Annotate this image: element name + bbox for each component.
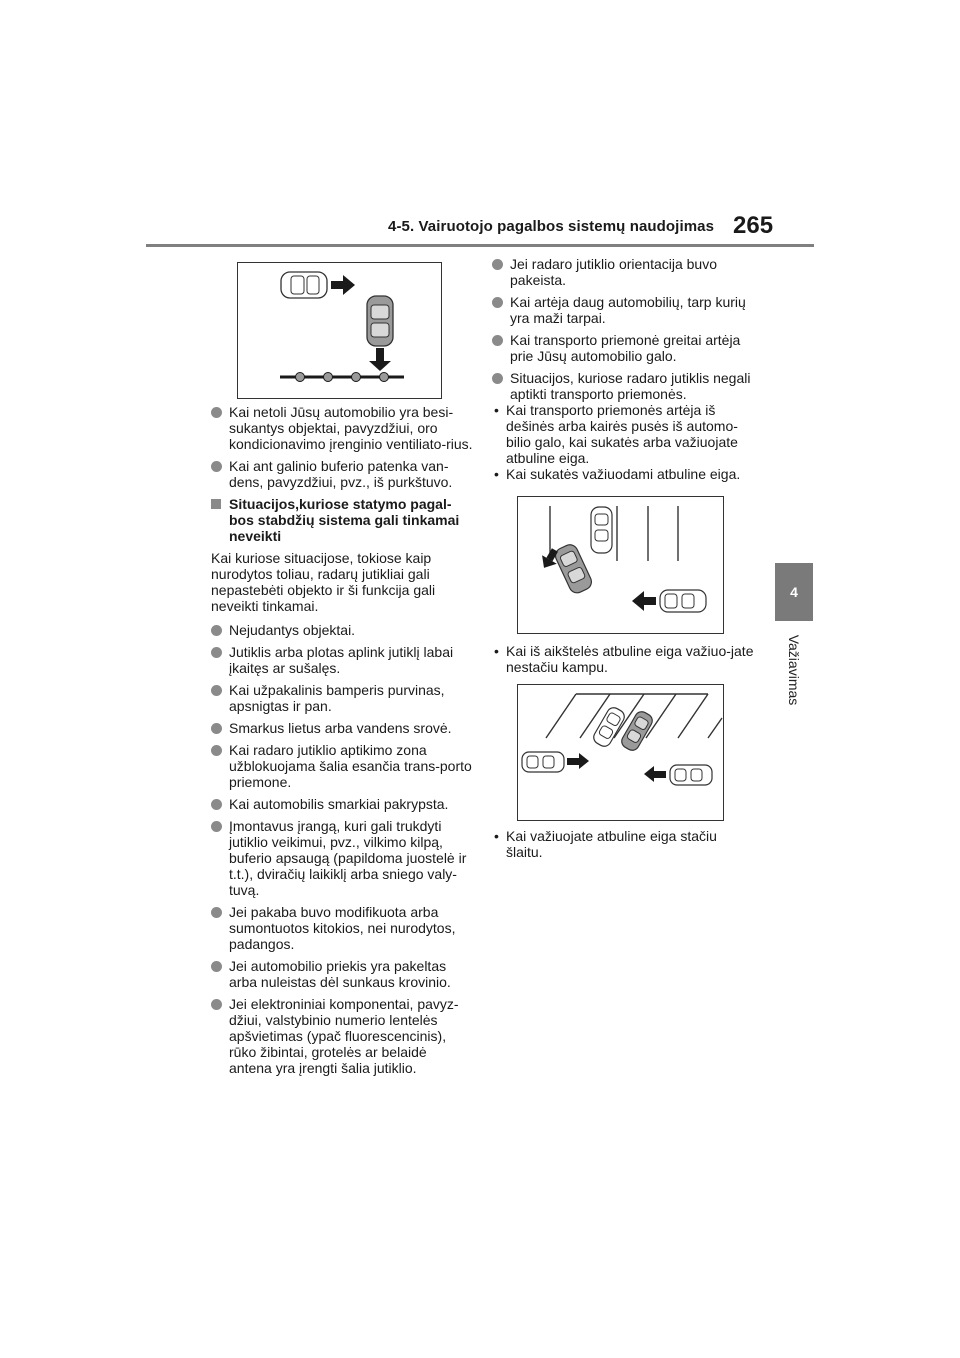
list-item-text: Kai automobilis smarkiai pakrypsta. xyxy=(229,796,449,812)
list-item-text: Nejudantys objektai. xyxy=(229,622,356,638)
sub-bullet-icon: • xyxy=(494,466,499,482)
bullet-icon xyxy=(211,723,222,734)
sub-list-item: • Kai transporto priemonės artėja iš dešinės arba kairės pusės iš automo-bilio galo, kai sukatės arba važiuojate atbuline eiga. xyxy=(494,402,738,466)
sub-list-item: • Kai važiuojate atbuline eiga stačiu šlaitu. xyxy=(494,828,717,860)
bullet-icon xyxy=(211,821,222,832)
bullet-icon xyxy=(211,907,222,918)
list-item-text: Kai ant galinio buferio patenka van-dens, pavyzdžiui, pvz., iš purkštuvo. xyxy=(229,458,453,490)
sub-list xyxy=(492,643,754,675)
list-item xyxy=(211,996,473,1076)
list-item-text: Įmontavus įrangą, kuri gali trukdyti jutiklio veikimui, pvz., vilkimo kilpą, buferio apsaugą (papildoma juostelė ir t.t.), dviračių laikiklį arba sniego valy-tuvą. xyxy=(229,818,467,898)
list-item xyxy=(211,458,473,490)
list-item xyxy=(211,404,473,452)
list-item xyxy=(211,958,473,990)
list-item xyxy=(211,720,473,736)
bullet-icon xyxy=(211,625,222,636)
page-number: 265 xyxy=(733,212,774,239)
list-item-text: Jei elektroniniai komponentai, pavyz-džiui, valstybinio numerio lentelės apšvietimas (ypač fluorescencinis), rūko žibintai, grotelės ar belaidė antena yra įrengti šalia jutiklio. xyxy=(229,996,459,1076)
sensor-line-icon xyxy=(280,373,404,382)
bullet-icon xyxy=(211,647,222,658)
bullet-icon xyxy=(211,999,222,1010)
sub-list xyxy=(492,828,754,860)
bullet-icon xyxy=(211,685,222,696)
list-item xyxy=(211,622,473,638)
list-item-text: Jei pakaba buvo modifikuota arba sumontuotos kitokios, nei nurodytos, padangos. xyxy=(229,904,456,952)
bullet-icon xyxy=(492,373,503,384)
list-item-text: Jei automobilio priekis yra pakeltas arba nuleistas dėl sunkaus krovinio. xyxy=(229,958,451,990)
bullet-icon xyxy=(211,407,222,418)
chapter-label: Važiavimas xyxy=(786,634,802,706)
bullet-icon xyxy=(211,745,222,756)
list-item-text: Kai netoli Jūsų automobilio yra besi-sukantys objektai, pavyzdžiui, oro kondicionavimo įrenginio ventiliato-rius. xyxy=(229,404,473,452)
bullet-icon xyxy=(492,335,503,346)
list-item xyxy=(211,742,473,790)
list-item xyxy=(492,294,754,326)
list-item-text: Jei radaro jutiklio orientacija buvo pakeista. xyxy=(510,256,717,288)
sub-bullet-icon: • xyxy=(494,828,499,844)
header-divider xyxy=(146,244,814,247)
list-item xyxy=(211,818,473,898)
list-item-text: Kai užpakalinis bamperis purvinas, apsnigtas ir pan. xyxy=(229,682,445,714)
list-item-text: Situacijos, kuriose radaro jutiklis negali aptikti transporto priemonės. xyxy=(510,370,751,402)
list-item xyxy=(492,256,754,288)
bullet-icon xyxy=(492,259,503,270)
list-item xyxy=(492,370,754,402)
list-item xyxy=(211,644,473,676)
sub-list xyxy=(492,402,754,482)
sub-bullet-icon: • xyxy=(494,643,499,659)
arrow-down-icon xyxy=(369,348,391,371)
chapter-tab[interactable]: 4 xyxy=(775,563,813,621)
list-item-text: Jutiklis arba plotas aplink jutiklį labai įkaitęs ar sušalęs. xyxy=(229,644,454,676)
list-item-text: Kai artėja daug automobilių, tarp kurių yra maži tarpai. xyxy=(510,294,746,326)
square-bullet-icon xyxy=(211,499,221,509)
bullet-icon xyxy=(211,799,222,810)
section-heading: Situacijos,kuriose statymo pagal-bos stabdžių sistema gali tinkamai neveikti xyxy=(211,496,473,544)
section-title: 4-5. Vairuotojo pagalbos sistemų naudojimas xyxy=(388,218,715,235)
sub-list-item: • Kai iš aikštelės atbuline eiga važiuo-jate nestačiu kampu. xyxy=(494,643,754,675)
list-item-text: Kai radaro jutiklio aptikimo zona užblokuojama šalia esančia trans-porto priemone. xyxy=(229,742,472,790)
left-column xyxy=(211,404,473,1082)
bullet-icon xyxy=(211,461,222,472)
sub-list-item: • Kai sukatės važiuodami atbuline eiga. xyxy=(494,466,741,482)
car-crossing-icon xyxy=(281,272,327,298)
sub-bullet-icon: • xyxy=(494,402,499,418)
bullet-icon xyxy=(211,961,222,972)
list-item xyxy=(211,904,473,952)
car-reversing-icon xyxy=(367,296,393,346)
arrow-right-icon xyxy=(331,275,355,295)
list-item xyxy=(211,796,473,812)
bullet-icon xyxy=(492,297,503,308)
list-item xyxy=(211,682,473,714)
list-item-text: Kai transporto priemonė greitai artėja prie Jūsų automobilio galo. xyxy=(510,332,741,364)
list-item xyxy=(492,332,754,364)
illustration-crossing-vehicle xyxy=(237,262,442,399)
intro-paragraph: Kai kuriose situacijose, tokiose kaip nurodytos toliau, radarų jutikliai gali nepastebėti objekto ir ši funkcija gali neveikti tinkamai. xyxy=(211,550,436,614)
list-item-text: Smarkus lietus arba vandens srovė. xyxy=(229,720,452,736)
right-column xyxy=(492,256,754,866)
